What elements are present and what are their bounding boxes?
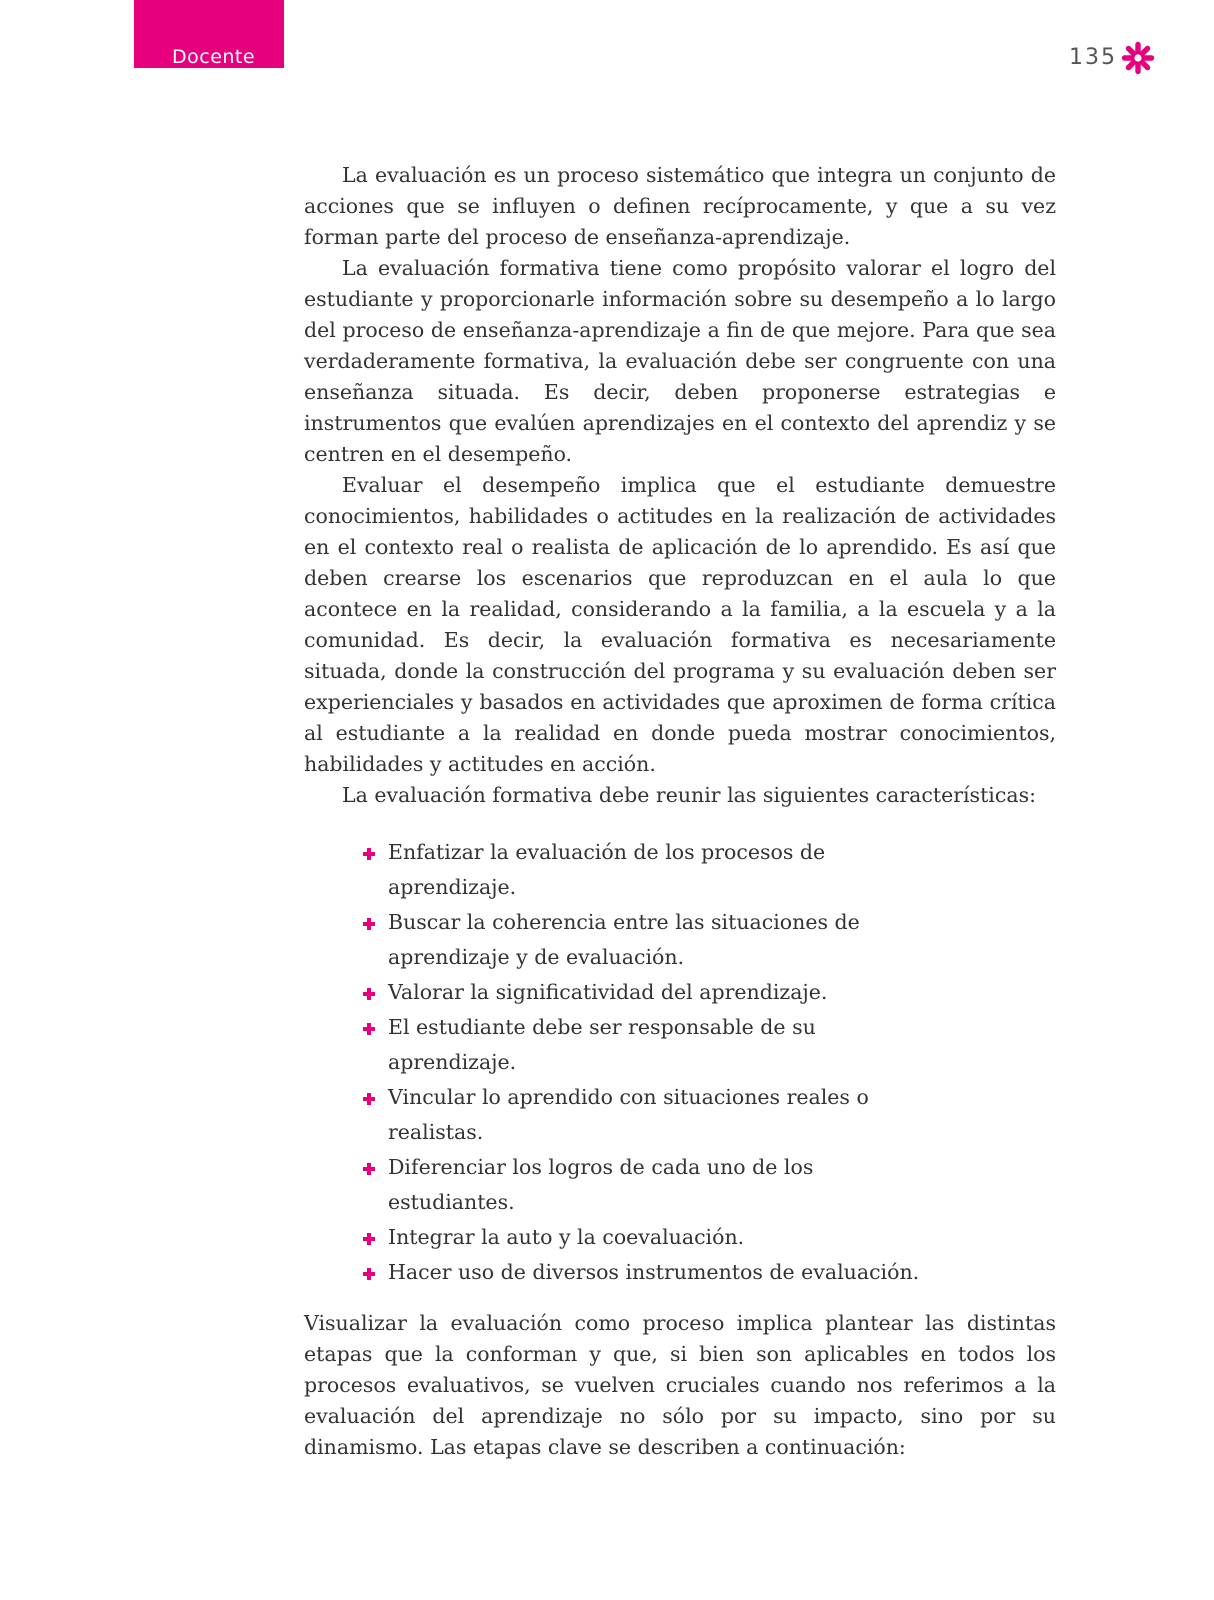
closing-paragraph: Visualizar la evaluación como proceso implica plantear las distintas etapas que la conforman y que, si bien son aplicables en todos los procesos evaluativos, se vuelven cruciales cuando nos referimos a la evaluación del aprendizaje no sólo por su impacto, sino por su dinamismo. Las etapas clave se describen a continuación: (304, 1311, 1056, 1459)
list-item (368, 975, 928, 1010)
plus-bullet-icon (362, 1162, 376, 1176)
list-item (368, 835, 928, 905)
paragraph: La evaluación formativa debe reunir las siguientes características: (342, 783, 1036, 807)
asterisk-icon (1120, 40, 1156, 76)
paragraph: Evaluar el desempeño implica que el estudiante demuestre conocimientos, habilidades o actitudes en la realización de actividades en el contexto real o realista de aplicación de lo aprendido. Es así que deben crearse los escenarios que reproduzcan en el aula lo que acontece en la realidad, considerando a la familia, a la escuela y a la comunidad. Es decir, la evaluación formativa es necesariamente situada, donde la construcción del programa y su evaluación deben ser experienciales y basados en actividades que aproximen de forma crítica al estudiante a la realidad en donde pueda mostrar conocimientos, habilidades y actitudes en acción. (304, 473, 1056, 776)
paragraph: La evaluación formativa tiene como propósito valorar el logro del estudiante y proporcionarle información sobre su desempeño a lo largo del proceso de enseñanza-aprendizaje a fin de que mejore. Para que sea verdaderamente formativa, la evaluación debe ser congruente con una enseñanza situada. Es decir, deben proponerse estrategias e instrumentos que evalúen aprendizajes en el contexto del aprendiz y se centren en el desempeño. (304, 256, 1056, 466)
list-item-text: Buscar la coherencia entre las situaciones de aprendizaje y de evaluación. (388, 910, 860, 969)
list-item-text: Enfatizar la evaluación de los procesos de aprendizaje. (388, 840, 826, 899)
plus-bullet-icon (362, 1022, 376, 1036)
plus-bullet-icon (362, 847, 376, 861)
list-item (368, 1255, 928, 1290)
list-item-text: Diferenciar los logros de cada uno de los estudiantes. (388, 1155, 814, 1214)
page-number: 135 (1069, 45, 1117, 70)
list-item-text: El estudiante debe ser responsable de su aprendizaje. (388, 1015, 816, 1074)
plus-bullet-icon (362, 1267, 376, 1281)
list-item (368, 1010, 928, 1080)
list-item (368, 1150, 928, 1220)
main-content (304, 160, 1056, 1463)
section-tab (134, 0, 284, 68)
list-item-text: Vincular lo aprendido con situaciones reales o realistas. (388, 1085, 869, 1144)
section-label: Docente (172, 46, 256, 68)
list-item (368, 905, 928, 975)
list-item-text: Valorar la significatividad del aprendizaje. (388, 980, 828, 1004)
plus-bullet-icon (362, 1092, 376, 1106)
list-item (368, 1080, 928, 1150)
list-item-text: Hacer uso de diversos instrumentos de evaluación. (388, 1260, 920, 1284)
list-item-text: Integrar la auto y la coevaluación. (388, 1225, 745, 1249)
plus-bullet-icon (362, 917, 376, 931)
characteristics-list (304, 835, 928, 1290)
plus-bullet-icon (362, 1232, 376, 1246)
list-item (368, 1220, 928, 1255)
paragraph: La evaluación es un proceso sistemático que integra un conjunto de acciones que se influyen o definen recíprocamente, y que a su vez forman parte del proceso de enseñanza-aprendizaje. (304, 163, 1056, 249)
plus-bullet-icon (362, 987, 376, 1001)
